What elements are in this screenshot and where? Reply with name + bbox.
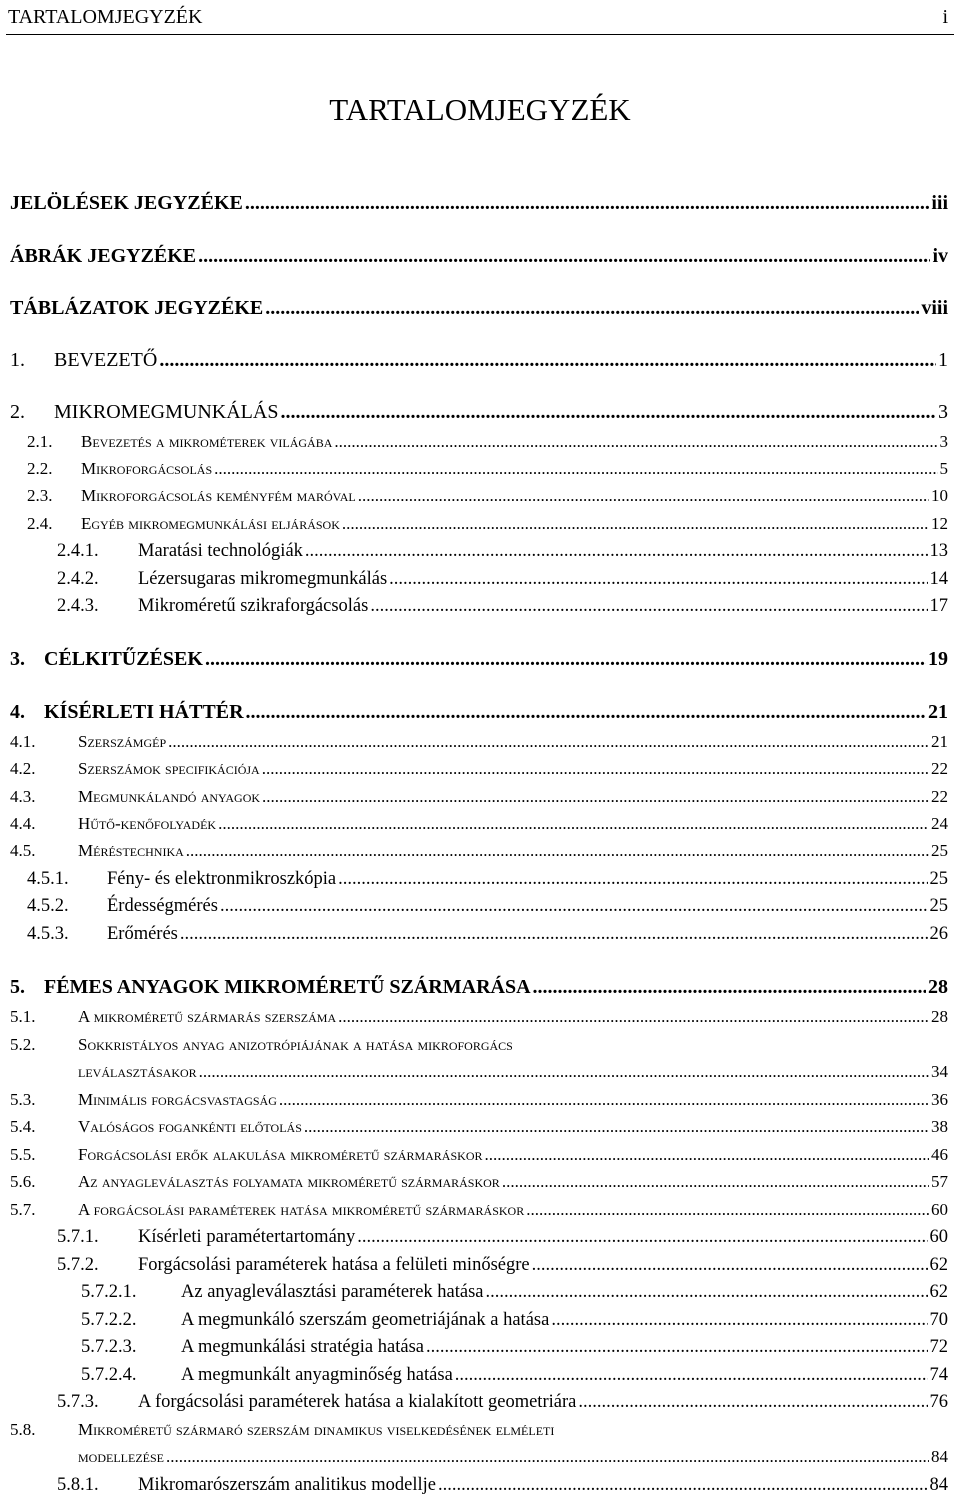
toc-entry-page: iv (932, 245, 948, 267)
toc-entry-text: Mikroforgácsolás (81, 459, 213, 478)
toc-entry-text: FÉMES ANYAGOK MIKROMÉRETŰ SZÁRMARÁSA (44, 976, 531, 998)
toc-entry-text: Hűtő-kenőfolyadék (78, 814, 217, 833)
toc-entry-number: 5.7.2. (57, 1255, 99, 1275)
toc-leader (168, 732, 929, 752)
toc-entry-number: 2. (10, 401, 25, 423)
toc-entry-page: 60 (931, 1200, 948, 1219)
toc-entry-text: A forgácsolási paraméterek hatása a kialakított geometriára (138, 1392, 577, 1412)
toc-entry-number: 5.7.2.3. (81, 1337, 137, 1357)
toc-entry-page: 36 (931, 1090, 948, 1109)
toc-entry[interactable] (10, 841, 948, 861)
toc-entry-page: 22 (931, 759, 948, 778)
toc-entry-page: iii (931, 192, 948, 214)
toc-entry-number: 3. (10, 648, 25, 670)
toc-leader (551, 1310, 927, 1331)
toc-entry-text: Forgácsolási paraméterek hatása a felületi minőségre (138, 1255, 530, 1275)
toc-entry-page: 76 (929, 1392, 948, 1412)
toc-entry-number: 2.4. (27, 514, 53, 533)
toc-entry-page: 12 (931, 514, 948, 533)
toc-entry[interactable] (81, 1282, 948, 1303)
toc-entry-number: 4.2. (10, 759, 36, 778)
toc-entry-number: 4.5.3. (27, 924, 69, 944)
toc-leader (389, 569, 927, 590)
toc-leader (305, 541, 928, 562)
toc-entry-text: Méréstechnika (78, 841, 184, 860)
toc-leader (533, 976, 926, 999)
toc-entry-number: 2.4.2. (57, 569, 99, 589)
toc-entry-number: 5.7.3. (57, 1392, 99, 1412)
toc-leader (338, 869, 927, 890)
toc-entry[interactable] (81, 1310, 948, 1331)
toc-entry-text: Az anyagleválasztás folyamata mikroméretű szármaráskor (78, 1172, 500, 1191)
toc-leader (484, 1145, 929, 1165)
toc-entry[interactable] (27, 514, 948, 534)
toc-leader (526, 1200, 929, 1220)
toc-entry-text: modellezése (78, 1447, 164, 1466)
toc-entry-page: 1 (938, 349, 948, 371)
toc-leader (262, 759, 929, 779)
toc-entry-page: 46 (931, 1145, 948, 1164)
toc-entry-text: Erőmérés (107, 924, 178, 944)
toc-entry-number: 5.2. (10, 1035, 36, 1054)
toc-entry-page: 21 (928, 701, 948, 723)
toc-entry[interactable] (10, 701, 948, 724)
toc-entry[interactable] (57, 569, 948, 590)
toc-entry[interactable] (27, 486, 948, 506)
toc-entry-text: A mikroméretű szármarás szerszáma (78, 1007, 337, 1026)
toc-entry-page: 72 (929, 1337, 948, 1357)
toc-leader (198, 245, 930, 268)
toc-entry[interactable] (10, 1172, 948, 1192)
toc-entry-page: 19 (928, 648, 948, 670)
toc-entry[interactable] (57, 1392, 948, 1413)
toc-entry-page: 34 (931, 1062, 948, 1081)
toc-entry-number: 5.7. (10, 1200, 36, 1219)
toc-entry-text: Szerszámgép (78, 732, 167, 751)
toc-entry-text: ÁBRÁK JEGYZÉKE (10, 245, 197, 267)
toc-leader (280, 401, 936, 424)
toc-entry-number: 4.5.2. (27, 896, 69, 916)
toc-entry[interactable] (57, 1475, 948, 1496)
toc-leader (370, 596, 927, 617)
toc-leader (304, 1117, 929, 1137)
toc-entry-number: 2.4.1. (57, 541, 99, 561)
toc-entry[interactable] (27, 432, 948, 452)
toc-entry-page: 38 (931, 1117, 948, 1136)
toc-entry-number: 5. (10, 976, 25, 998)
toc-entry-number: 5.6. (10, 1172, 36, 1191)
toc-entry[interactable] (57, 1255, 948, 1276)
toc-entry-text: Szerszámok specifikációja (78, 759, 260, 778)
toc-leader (199, 1062, 929, 1082)
toc-entry-number: 4.3. (10, 787, 36, 806)
toc-entry-number: 5.8.1. (57, 1475, 99, 1495)
toc-leader (334, 432, 937, 452)
toc-entry-text: Bevezetés a mikrométerek világába (81, 432, 333, 451)
toc-entry-text: Mikroméretű szármaró szerszám dinamikus viselkedésének elméleti (78, 1420, 555, 1439)
toc-entry[interactable] (10, 1420, 948, 1440)
toc-leader (262, 787, 929, 807)
toc-entry[interactable] (10, 787, 948, 807)
toc-leader (246, 701, 926, 724)
toc-entry-page: 28 (928, 976, 948, 998)
toc-entry-page: 17 (929, 596, 948, 616)
toc-leader (578, 1392, 927, 1413)
toc-entry[interactable] (10, 1090, 948, 1110)
toc-entry-text: Maratási technológiák (138, 541, 303, 561)
toc-entry-text: CÉLKITŰZÉSEK (44, 648, 203, 670)
toc-leader (532, 1255, 928, 1276)
toc-leader (214, 459, 937, 479)
toc-entry[interactable] (81, 1337, 948, 1358)
toc-entry-text: Kísérleti paramétertartomány (138, 1227, 356, 1247)
toc-entry-number: 2.2. (27, 459, 53, 478)
toc-entry-number: 4.5.1. (27, 869, 69, 889)
toc-entry-number: 5.7.2.1. (81, 1282, 137, 1302)
toc-entry-number: 5.7.2.4. (81, 1365, 137, 1385)
toc-leader (455, 1365, 928, 1386)
toc-leader (502, 1172, 929, 1192)
toc-entry-number: 2.4.3. (57, 596, 99, 616)
toc-entry-text: A forgácsolási paraméterek hatása mikroméretű szármaráskor (78, 1200, 525, 1219)
toc-entry[interactable] (10, 1117, 948, 1137)
toc-entry-text: KÍSÉRLETI HÁTTÉR (44, 701, 244, 723)
toc-entry-page: 14 (929, 569, 948, 589)
toc-leader (486, 1282, 928, 1303)
toc-entry-text: BEVEZETŐ (54, 349, 158, 371)
toc-entry-page: 74 (929, 1365, 948, 1385)
toc-leader (166, 1447, 929, 1467)
toc-entry-page: 22 (931, 787, 948, 806)
toc-entry-number: 4.1. (10, 732, 36, 751)
toc-entry-text: Minimális forgácsvastagság (78, 1090, 277, 1109)
toc-entry-page: 70 (929, 1310, 948, 1330)
toc-entry-text: Mikroforgácsolás keményfém maróval (81, 486, 356, 505)
toc-entry[interactable] (10, 1007, 948, 1027)
toc-entry-number: 5.8. (10, 1420, 36, 1439)
toc-entry-page: 3 (938, 401, 948, 423)
toc-entry-page: 62 (929, 1282, 948, 1302)
toc-entry[interactable] (10, 297, 948, 320)
toc-entry[interactable] (10, 1200, 948, 1220)
toc-entry[interactable] (10, 245, 948, 268)
toc-entry[interactable] (27, 924, 948, 945)
toc-entry-text: Mikroméretű szikraforgácsolás (138, 596, 369, 616)
toc-entry-page: 25 (929, 869, 948, 889)
toc-leader (220, 896, 928, 917)
toc-entry-number: 1. (10, 349, 25, 371)
toc-entry-text: Lézersugaras mikromegmunkálás (138, 569, 388, 589)
toc-entry-continuation[interactable] (78, 1447, 948, 1467)
toc-entry-page: 28 (931, 1007, 948, 1026)
toc-entry[interactable] (27, 896, 948, 917)
toc-leader (205, 648, 926, 671)
page-number: i (942, 6, 948, 28)
toc-entry[interactable] (10, 1035, 948, 1055)
toc-entry-page: 13 (929, 541, 948, 561)
toc-entry-number: 4. (10, 701, 25, 723)
toc-entry-text: MIKROMEGMUNKÁLÁS (54, 401, 279, 423)
toc-leader (358, 486, 929, 506)
toc-leader (438, 1475, 928, 1496)
toc-entry[interactable] (10, 401, 948, 424)
toc-entry-page: 21 (931, 732, 948, 751)
toc-entry-page: 84 (931, 1447, 948, 1466)
toc-entry-text: Fény- és elektronmikroszkópia (107, 869, 337, 889)
toc-entry-page: 26 (929, 924, 948, 944)
toc-entry-text: A megmunkáló szerszám geometriájának a hatása (181, 1310, 550, 1330)
toc-entry-page: 25 (929, 896, 948, 916)
toc-entry-text: Sokkristályos anyag anizotrópiájának a hatása mikroforgács (78, 1035, 513, 1054)
toc-entry-page: 84 (929, 1475, 948, 1495)
toc-leader (342, 514, 929, 534)
toc-entry-text: Egyéb mikromegmunkálási eljárások (81, 514, 340, 533)
toc-leader (159, 349, 936, 372)
toc-entry[interactable] (10, 192, 948, 215)
toc-entry-page: 3 (939, 432, 948, 451)
toc-entry[interactable] (10, 732, 948, 752)
toc-leader (426, 1337, 928, 1358)
toc-entry[interactable] (57, 596, 948, 617)
toc-entry-number: 5.3. (10, 1090, 36, 1109)
toc-entry-number: 4.5. (10, 841, 36, 860)
toc-entry-text: A megmunkálási stratégia hatása (181, 1337, 424, 1357)
toc-entry-number: 2.3. (27, 486, 53, 505)
toc-entry-text: Valóságos fogankénti előtolás (78, 1117, 302, 1136)
toc-leader (338, 1007, 929, 1027)
page-title: TARTALOMJEGYZÉK (329, 92, 631, 127)
toc-entry-page: 57 (931, 1172, 948, 1191)
toc-entry-text: Forgácsolási erők alakulása mikroméretű szármaráskor (78, 1145, 483, 1164)
toc-entry-text: Az anyagleválasztási paraméterek hatása (181, 1282, 484, 1302)
toc-entry-page: 60 (929, 1227, 948, 1247)
toc-entry-text: leválasztásakor (78, 1062, 197, 1081)
toc-entry-number: 2.1. (27, 432, 53, 451)
toc-leader (180, 924, 928, 945)
toc-entry-page: 5 (939, 459, 948, 478)
toc-entry-number: 5.7.2.2. (81, 1310, 137, 1330)
toc-leader (245, 192, 929, 215)
toc-entry[interactable] (81, 1365, 948, 1386)
toc-entry[interactable] (10, 349, 948, 372)
running-title: TARTALOMJEGYZÉK (8, 6, 203, 28)
toc-entry-page: 10 (931, 486, 948, 505)
toc-entry[interactable] (27, 869, 948, 890)
toc-entry-text: JELÖLÉSEK JEGYZÉKE (10, 192, 243, 214)
toc-entry[interactable] (27, 459, 948, 479)
toc-entry[interactable] (10, 1145, 948, 1165)
toc-entry-number: 4.4. (10, 814, 36, 833)
toc-entry[interactable] (10, 976, 948, 999)
toc-entry-text: Megmunkálandó anyagok (78, 787, 261, 806)
toc-entry-number: 5.4. (10, 1117, 36, 1136)
toc-entry[interactable] (57, 1227, 948, 1248)
toc-entry[interactable] (57, 541, 948, 562)
toc-leader (218, 814, 929, 834)
toc-entry-text: TÁBLÁZATOK JEGYZÉKE (10, 297, 264, 319)
toc-entry-continuation[interactable] (78, 1062, 948, 1082)
toc-entry-number: 5.5. (10, 1145, 36, 1164)
toc-entry-text: Érdességmérés (107, 896, 218, 916)
toc-entry-page: 62 (929, 1255, 948, 1275)
toc-leader (265, 297, 919, 320)
toc-entry[interactable] (10, 648, 948, 671)
toc-leader (279, 1090, 929, 1110)
toc-entry-text: A megmunkált anyagminőség hatása (181, 1365, 453, 1385)
toc-leader (357, 1227, 927, 1248)
toc-entry-page: 25 (931, 841, 948, 860)
toc-entry-page: 24 (931, 814, 948, 833)
toc-entry-page: viii (921, 297, 948, 319)
toc-entry-number: 5.1. (10, 1007, 36, 1026)
toc-leader (186, 841, 929, 861)
toc-entry[interactable] (10, 759, 948, 779)
toc-entry-text: Mikromarószerszám analitikus modellje (138, 1475, 436, 1495)
toc-entry-number: 5.7.1. (57, 1227, 99, 1247)
toc-entry[interactable] (10, 814, 948, 834)
